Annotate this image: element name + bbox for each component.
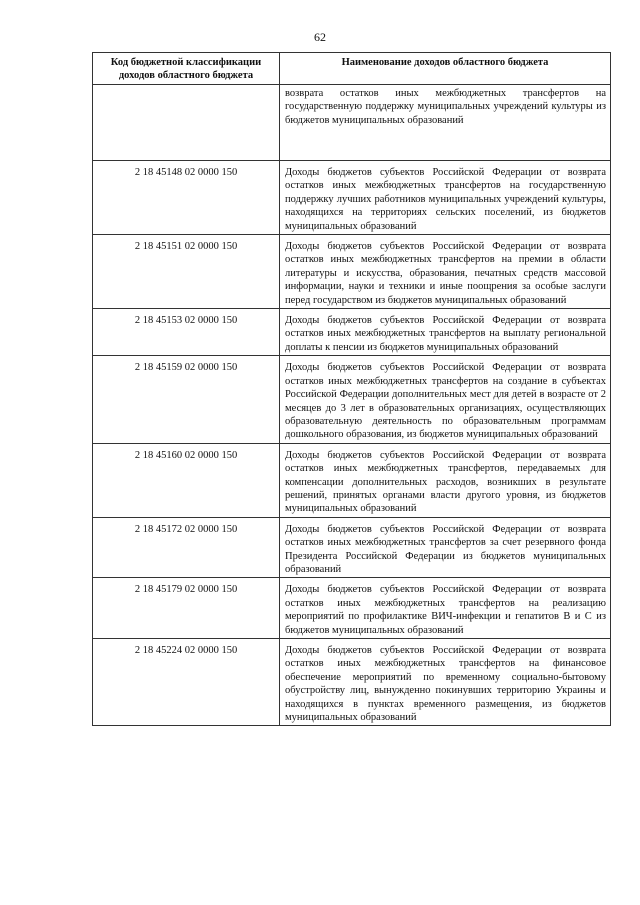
row-code: 2 18 45179 02 0000 150	[93, 578, 280, 639]
table-row	[93, 235, 611, 309]
row-name: Доходы бюджетов субъектов Российской Федерации от возврата остатков иных межбюджетных трансфертов за счет резервного фонда Президента Российской Федерации из бюджетов муниципальных образований	[280, 517, 611, 578]
table-row	[93, 578, 611, 639]
row-name: возврата остатков иных межбюджетных трансфертов на государственную поддержку муниципальных учреждений культуры из бюджетов муниципальных образований	[280, 85, 611, 161]
row-code: 2 18 45224 02 0000 150	[93, 639, 280, 726]
row-name: Доходы бюджетов субъектов Российской Федерации от возврата остатков иных межбюджетных трансфертов, передаваемых для компенсации дополнительных расходов, возникших в результате решений, принятых органами власти другого уровня, из бюджетов муниципальных образований	[280, 443, 611, 517]
table-row	[93, 161, 611, 235]
table-row	[93, 356, 611, 443]
table-row	[93, 517, 611, 578]
row-code: 2 18 45159 02 0000 150	[93, 356, 280, 443]
row-code: 2 18 45160 02 0000 150	[93, 443, 280, 517]
header-code: Код бюджетной классификации доходов областного бюджета	[93, 53, 280, 85]
row-name: Доходы бюджетов субъектов Российской Федерации от возврата остатков иных межбюджетных трансфертов на государственную поддержку лучших работников муниципальных учреждений культуры, находящихся на территориях сельских поселений, из бюджетов муниципальных образований	[280, 161, 611, 235]
header-name: Наименование доходов областного бюджета	[280, 53, 611, 85]
row-code: 2 18 45151 02 0000 150	[93, 235, 280, 309]
row-code	[93, 85, 280, 161]
row-code: 2 18 45153 02 0000 150	[93, 309, 280, 356]
row-name: Доходы бюджетов субъектов Российской Федерации от возврата остатков иных межбюджетных трансфертов на финансовое обеспечение мероприятий по временному социально-бытовому обустройству лиц, вынужденно покинувших территорию Украины и находящихся в пунктах временного размещения, из бюджетов муниципальных образований	[280, 639, 611, 726]
page-number: 62	[314, 30, 326, 44]
row-name: Доходы бюджетов субъектов Российской Федерации от возврата остатков иных межбюджетных трансфертов на выплату региональной доплаты к пенсии из бюджетов муниципальных образований	[280, 309, 611, 356]
table-row	[93, 309, 611, 356]
budget-classification-table	[92, 52, 611, 726]
row-name: Доходы бюджетов субъектов Российской Федерации от возврата остатков иных межбюджетных трансфертов на реализацию мероприятий по профилактике ВИЧ-инфекции и гепатитов В и С из бюджетов муниципальных образований	[280, 578, 611, 639]
row-name: Доходы бюджетов субъектов Российской Федерации от возврата остатков иных межбюджетных трансфертов на премии в области литературы и искусства, образования, печатных средств массовой информации, науки и техники и иные поощрения за особые заслуги перед государством из бюджетов муниципальных образований	[280, 235, 611, 309]
table-row	[93, 85, 611, 161]
row-name: Доходы бюджетов субъектов Российской Федерации от возврата остатков иных межбюджетных трансфертов на создание в субъектах Российской Федерации дополнительных мест для детей в возрасте от 2 месяцев до 3 лет в образовательных организациях, осуществляющих образовательную деятельность по образовательным программам дошкольного образования, из бюджетов муниципальных образований	[280, 356, 611, 443]
table-header-row	[93, 53, 611, 85]
table-row	[93, 639, 611, 726]
table-row	[93, 443, 611, 517]
row-code: 2 18 45172 02 0000 150	[93, 517, 280, 578]
row-code: 2 18 45148 02 0000 150	[93, 161, 280, 235]
